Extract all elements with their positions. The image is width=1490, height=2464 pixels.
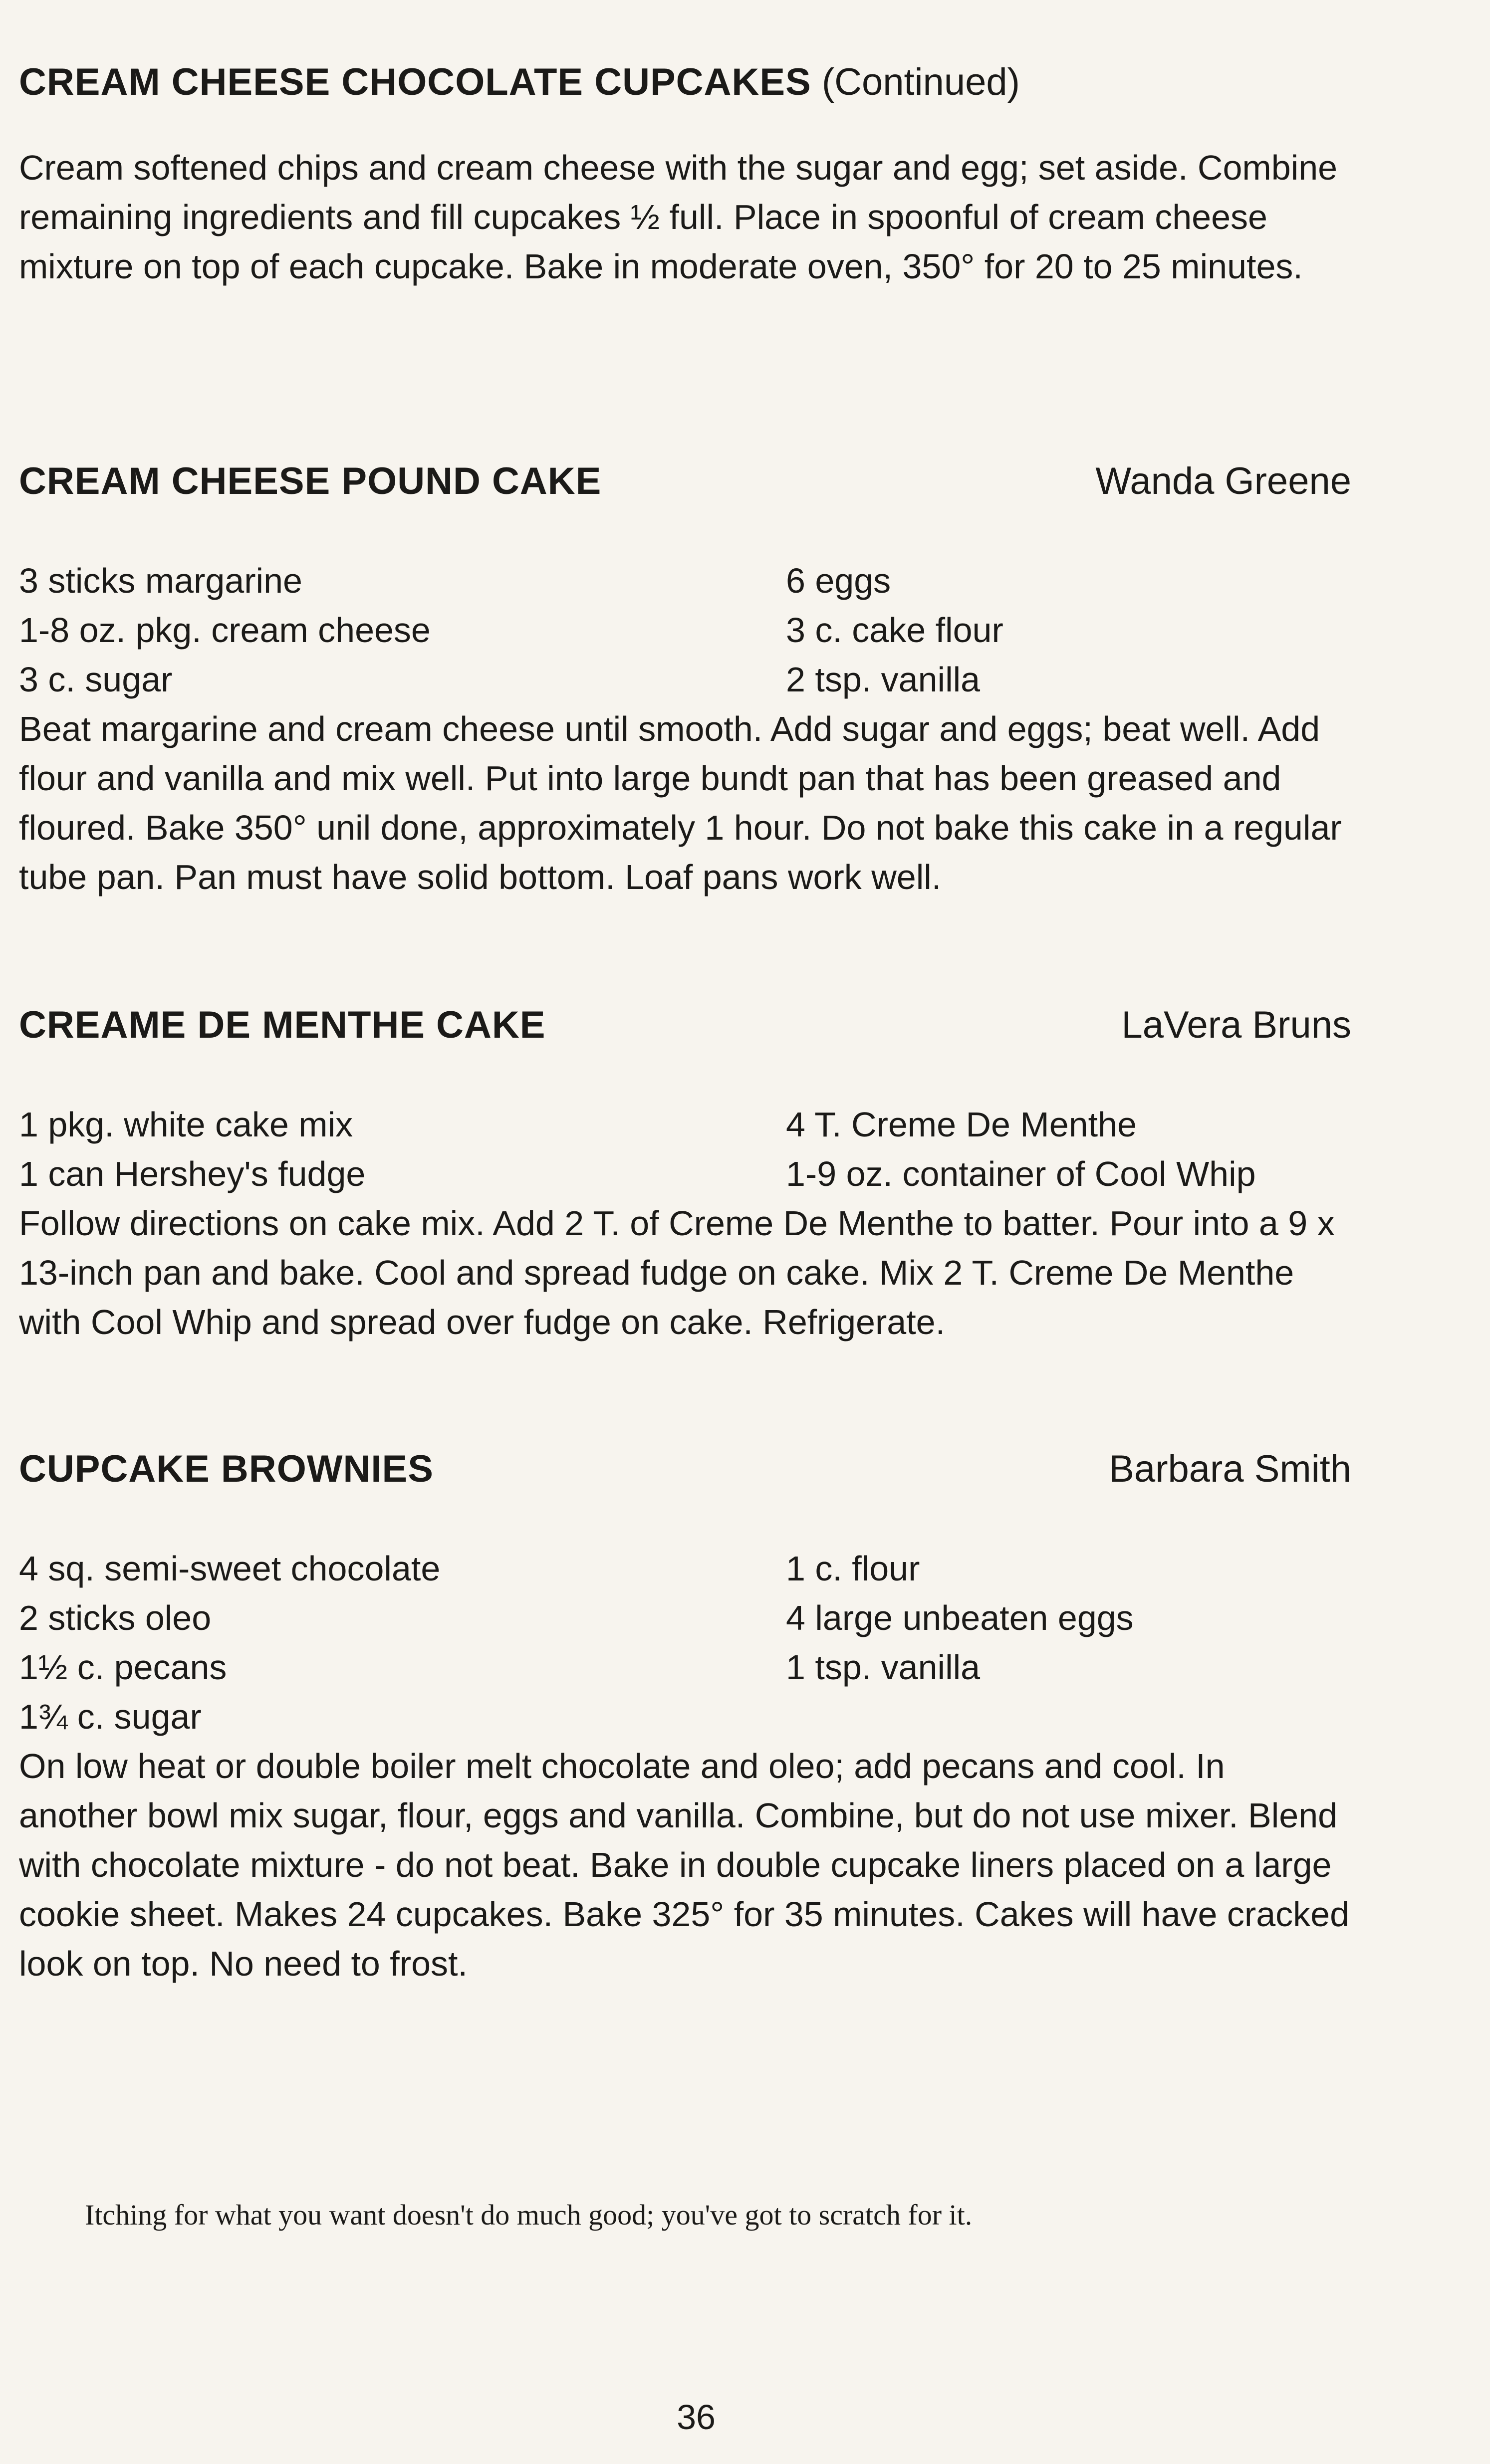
- recipe-cupcake-brownies: [19, 1444, 1351, 1989]
- recipe-header: [19, 57, 1351, 107]
- footer-quote: Itching for what you want doesn't do much good; you've got to scratch for it.: [85, 2199, 973, 2231]
- recipe-creame-de-menthe-cake: [19, 1000, 1351, 1347]
- recipe-directions: Follow directions on cake mix. Add 2 T. of Creme De Menthe to batter. Pour into a 9 x 13-inch pan and bake. Cool and spread fudge on cake. Mix 2 T. Creme De Menthe with Cool Whip and spread over fudge on cake. Refrigerate.: [19, 1204, 1335, 1342]
- ingredient-item: 2 sticks oleo: [19, 1598, 212, 1637]
- ingredient-item: 1¾ c. sugar: [19, 1697, 202, 1736]
- ingredient-item: 6 eggs: [786, 561, 891, 600]
- ingredient-item: 1½ c. pecans: [19, 1648, 227, 1687]
- recipe-title: CREAME DE MENTHE CAKE: [19, 1004, 546, 1046]
- ingredient-item: 1-8 oz. pkg. cream cheese: [19, 611, 431, 650]
- recipe-cream-cheese-chocolate-cupcakes: [19, 57, 1351, 291]
- continued-label: (Continued): [821, 61, 1020, 103]
- ingredient-item: 2 tsp. vanilla: [786, 660, 981, 699]
- recipe-contributor: LaVera Bruns: [1121, 1004, 1351, 1046]
- recipe-title: CUPCAKE BROWNIES: [19, 1448, 434, 1490]
- recipe-directions: Cream softened chips and cream cheese with the sugar and egg; set aside. Combine remaining ingredients and fill cupcakes ½ full. Place in spoonful of cream cheese mixture on top of each cupcake. Bake in moderate oven, 350° for 20 to 25 minutes.: [19, 148, 1338, 286]
- ingredient-item: 1 c. flour: [786, 1549, 920, 1588]
- ingredient-item: 3 c. sugar: [19, 660, 173, 699]
- ingredient-list: [19, 1100, 1351, 1199]
- recipe-contributor: Wanda Greene: [1095, 460, 1351, 502]
- recipe-title: CREAM CHEESE POUND CAKE: [19, 460, 602, 502]
- recipe-title: CREAM CHEESE CHOCOLATE CUPCAKES: [19, 61, 811, 103]
- recipe-header: [19, 1000, 1351, 1050]
- ingredient-item: 4 large unbeaten eggs: [786, 1598, 1134, 1637]
- ingredient-item: 1 pkg. white cake mix: [19, 1105, 353, 1144]
- ingredient-item: 1 can Hershey's fudge: [19, 1154, 366, 1193]
- ingredient-item: 3 sticks margarine: [19, 561, 302, 600]
- ingredient-item: 4 sq. semi-sweet chocolate: [19, 1549, 441, 1588]
- ingredient-item: 1 tsp. vanilla: [786, 1648, 981, 1687]
- recipe-directions: Beat margarine and cream cheese until smooth. Add sugar and eggs; beat well. Add flour and vanilla and mix well. Put into large bundt pan that has been greased and floured. Bake 350° unil done, approximately 1 hour. Do not bake this cake in a regular tube pan. Pan must have solid bottom. Loaf pans work well.: [19, 709, 1342, 896]
- page-number: 36: [677, 2398, 716, 2437]
- recipe-contributor: Barbara Smith: [1109, 1448, 1351, 1490]
- ingredient-item: 4 T. Creme De Menthe: [786, 1105, 1137, 1144]
- ingredient-item: 1-9 oz. container of Cool Whip: [786, 1154, 1256, 1193]
- recipe-header: [19, 1444, 1351, 1494]
- recipe-cream-cheese-pound-cake: [19, 456, 1351, 902]
- recipe-directions: On low heat or double boiler melt chocolate and oleo; add pecans and cool. In another bowl mix sugar, flour, eggs and vanilla. Combine, but do not use mixer. Blend with chocolate mixture - do not beat. Bake in double cupcake liners placed on a large cookie sheet. Makes 24 cupcakes. Bake 325° for 35 minutes. Cakes will have cracked look on top. No need to frost.: [19, 1747, 1350, 1983]
- recipe-header: [19, 456, 1351, 506]
- ingredient-list: [19, 556, 1351, 704]
- recipe-title-line: [19, 57, 1020, 107]
- ingredient-item: 3 c. cake flour: [786, 611, 1003, 650]
- ingredient-list: [19, 1544, 1351, 1692]
